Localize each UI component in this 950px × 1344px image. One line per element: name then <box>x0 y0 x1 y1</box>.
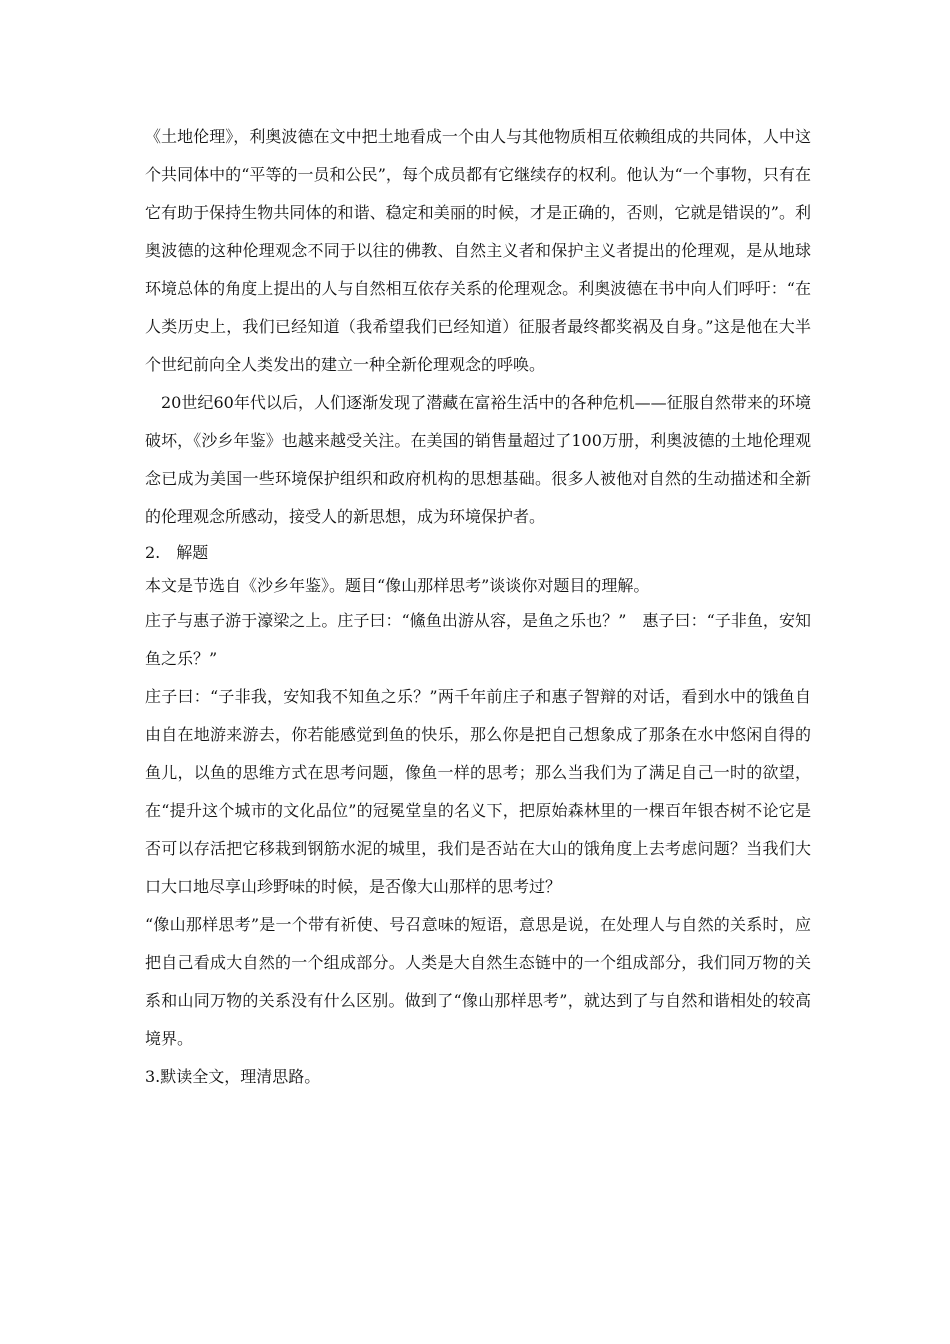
paragraph-title-question: 本文是节选自《沙乡年鉴》。题目“像山那样思考”谈谈你对题目的理解。 <box>145 576 650 595</box>
paragraph-zhuangzi-huizi: 庄子与惠子游于濠梁之上。庄子曰：“鯈鱼出游从容，是鱼之乐也？” 惠子曰：“子非鱼，安知鱼之乐？” <box>145 611 811 668</box>
paragraph-sand-county-reception: 20世纪60年代以后，人们逐渐发现了潜藏在富裕生活中的各种危机——征服自然带来的环境破坏，《沙乡年鉴》也越来越受关注。在美国的销售量超过了100万册，利奥波德的土地伦理观念已成为美国一些环境保护组织和政府机构的思想基础。很多人被他对自然的生动描述和全新的伦理观念所感动，接受人的新思想，成为环境保护者。 <box>145 393 811 526</box>
heading-title-explanation: 2. 解题 <box>145 543 209 562</box>
heading-read-through: 3.默读全文，理清思路。 <box>145 1067 321 1086</box>
paragraph-think-like-mountain: “像山那样思考”是一个带有祈使、号召意味的短语，意思是说，在处理人与自然的关系时，应把自己看成大自然的一个组成部分。人类是大自然生态链中的一个组成部分，我们同万物的关系和山同万物的关系没有什么区别。做到了“像山那样思考”，就达到了与自然和谐相处的较高境界。 <box>145 915 811 1048</box>
paragraph-fish-thinking: 庄子曰：“子非我，安知我不知鱼之乐？”两千年前庄子和惠子智辩的对话，看到水中的饿鱼自由自在地游来游去，你若能感觉到鱼的快乐，那么你是把自己想象成了那条在水中悠闲自得的鱼儿，以鱼的思维方式在思考问题，像鱼一样的思考；那么当我们为了满足自己一时的欲望，在“提升这个城市的文化品位”的冠冕堂皇的名义下，把原始森林里的一棵百年银杏树不论它是否可以存活把它移栽到钢筋水泥的城里，我们是否站在大山的饿角度上去考虑问题？当我们大口大口地尽享山珍野味的时候，是否像大山那样的思考过？ <box>145 687 811 896</box>
paragraph-land-ethic: 《土地伦理》，利奥波德在文中把土地看成一个由人与其他物质相互依赖组成的共同体，人中这个共同体中的“平等的一员和公民”，每个成员都有它继续存的权利。他认为“一个事物，只有在它有助于保持生物共同体的和谐、稳定和美丽的时候，才是正确的，否则，它就是错误的”。利奥波德的这种伦理观念不同于以往的佛教、自然主义者和保护主义者提出的伦理观，是从地球环境总体的角度上提出的人与自然相互依存关系的伦理观念。利奥波德在书中向人们呼吁：“在人类历史上，我们已经知道（我希望我们已经知道）征服者最终都奖祸及自身。”这是他在大半个世纪前向全人类发出的建立一种全新伦理观念的呼唤。 <box>145 127 811 374</box>
document-body <box>145 118 811 1096</box>
